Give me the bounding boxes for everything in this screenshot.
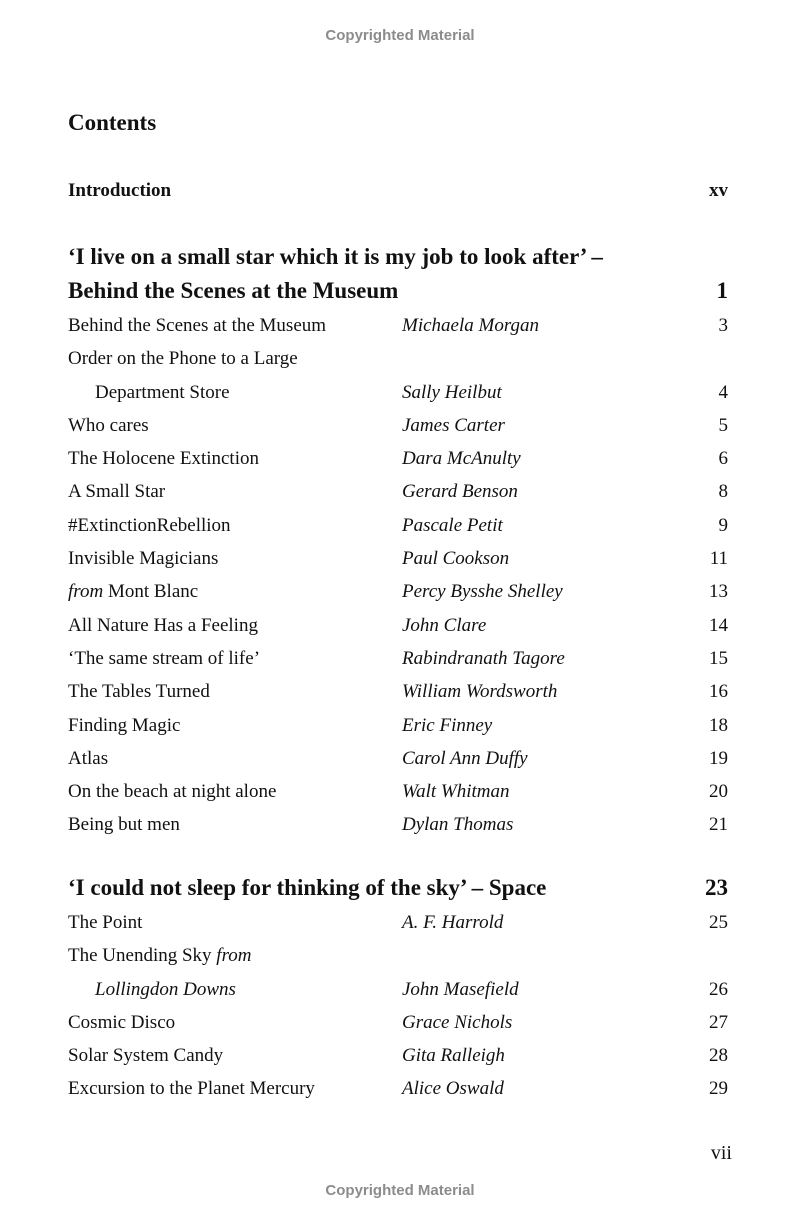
entry-page: xv bbox=[709, 180, 728, 201]
toc-entry[interactable] bbox=[68, 939, 728, 972]
entry-author: Dara McAnulty bbox=[402, 448, 521, 470]
entry-author: John Clare bbox=[402, 614, 487, 636]
entry-author: James Carter bbox=[402, 414, 505, 436]
section-heading-space[interactable] bbox=[68, 871, 728, 905]
entry-title: Behind the Scenes at the Museum bbox=[68, 315, 327, 336]
section-title-line1: ‘I could not sleep for thinking of the sky’ – Space bbox=[68, 875, 547, 900]
toc-entry[interactable] bbox=[68, 642, 728, 675]
entry-author: William Wordsworth bbox=[402, 681, 558, 703]
entry-author: Alice Oswald bbox=[402, 1078, 504, 1100]
entry-title: Being but men bbox=[68, 814, 180, 836]
entry-title: Solar System Candy bbox=[68, 1045, 224, 1067]
contents-heading: Contents bbox=[68, 110, 157, 135]
page-number: vii bbox=[710, 1142, 732, 1164]
entry-title: Finding Magic bbox=[68, 714, 181, 736]
section-page: 23 bbox=[705, 875, 728, 900]
toc-introduction[interactable] bbox=[68, 180, 728, 202]
entry-title: Who cares bbox=[68, 414, 149, 436]
entry-author: Gita Ralleigh bbox=[402, 1045, 505, 1067]
section-entries-space bbox=[68, 906, 728, 1106]
entry-title: All Nature Has a Feeling bbox=[68, 614, 258, 636]
entry-author: Percy Bysshe Shelley bbox=[402, 581, 563, 603]
entry-page: 27 bbox=[709, 1011, 728, 1033]
entry-author: Michaela Morgan bbox=[402, 315, 540, 336]
toc-entry[interactable] bbox=[68, 342, 728, 375]
entry-page: 21 bbox=[709, 814, 728, 836]
entry-title-wrap bbox=[68, 939, 252, 972]
section-title-line2: Behind the Scenes at the Museum bbox=[68, 278, 399, 303]
toc-entry[interactable] bbox=[68, 1039, 728, 1072]
entry-title-prefix: from bbox=[68, 581, 104, 603]
entry-page: 13 bbox=[709, 581, 728, 603]
entry-author: Eric Finney bbox=[402, 714, 493, 736]
toc-entry[interactable] bbox=[68, 1006, 728, 1039]
toc-entry[interactable] bbox=[68, 808, 728, 841]
entry-page: 15 bbox=[709, 647, 728, 669]
toc-entry[interactable] bbox=[68, 609, 728, 642]
entry-title: #ExtinctionRebellion bbox=[68, 514, 231, 536]
entry-author: Sally Heilbut bbox=[402, 381, 502, 403]
entry-author: Dylan Thomas bbox=[402, 814, 514, 836]
entry-title: Cosmic Disco bbox=[68, 1011, 176, 1033]
toc-entry[interactable] bbox=[68, 742, 728, 775]
entry-page: 5 bbox=[718, 414, 728, 436]
entry-title: The Point bbox=[68, 912, 143, 933]
section-title-line1: ‘I live on a small star which it is my job to look after’ – bbox=[68, 244, 603, 269]
entry-title: Atlas bbox=[68, 747, 109, 769]
toc-entry[interactable] bbox=[68, 475, 728, 508]
entry-page: 3 bbox=[718, 315, 728, 336]
entry-title-suffix: from bbox=[216, 945, 252, 967]
entry-page: 4 bbox=[718, 381, 728, 403]
entry-author: Rabindranath Tagore bbox=[402, 647, 565, 669]
entry-author: Paul Cookson bbox=[402, 548, 510, 570]
toc-entry[interactable] bbox=[68, 675, 728, 708]
toc-entry[interactable] bbox=[68, 509, 728, 542]
entry-page: 25 bbox=[709, 912, 728, 933]
entry-page: 20 bbox=[709, 781, 728, 803]
entry-title: Order on the Phone to a Large bbox=[68, 348, 298, 370]
toc-entry[interactable] bbox=[68, 709, 728, 742]
entry-title: The Holocene Extinction bbox=[68, 448, 259, 470]
entry-page: 9 bbox=[718, 514, 728, 536]
entry-title: ‘The same stream of life’ bbox=[68, 647, 261, 669]
entry-title: Introduction bbox=[68, 180, 172, 201]
entry-page: 14 bbox=[709, 614, 728, 636]
entry-title: Department Store bbox=[95, 381, 230, 403]
entry-title: The Tables Turned bbox=[68, 681, 210, 703]
toc-entry[interactable] bbox=[68, 906, 728, 939]
entry-page: 6 bbox=[718, 448, 728, 470]
entry-author: Grace Nichols bbox=[402, 1011, 513, 1033]
entry-page: 8 bbox=[718, 481, 728, 503]
toc-entry[interactable] bbox=[68, 575, 728, 608]
entry-page: 18 bbox=[709, 714, 728, 736]
entry-title-wrap bbox=[68, 575, 198, 608]
toc-entry[interactable] bbox=[68, 1072, 728, 1105]
toc-entry-continuation[interactable] bbox=[68, 973, 728, 1006]
entry-title: The Unending Sky bbox=[68, 945, 212, 967]
entry-title: Invisible Magicians bbox=[68, 548, 219, 570]
section-page: 1 bbox=[716, 278, 728, 303]
entry-page: 29 bbox=[709, 1078, 728, 1100]
section-heading-museum[interactable] bbox=[68, 240, 728, 308]
entry-title: A Small Star bbox=[68, 481, 166, 503]
entry-page: 11 bbox=[709, 548, 728, 570]
watermark-top: Copyrighted Material bbox=[325, 27, 475, 44]
entry-page: 28 bbox=[709, 1045, 728, 1067]
toc-entry[interactable] bbox=[68, 775, 728, 808]
entry-page: 26 bbox=[709, 978, 728, 1000]
entry-title: Excursion to the Planet Mercury bbox=[68, 1078, 315, 1100]
toc-entry[interactable] bbox=[68, 442, 728, 475]
entry-author: John Masefield bbox=[402, 978, 519, 1000]
entry-title: On the beach at night alone bbox=[68, 781, 277, 803]
watermark-bottom: Copyrighted Material bbox=[325, 1182, 475, 1199]
entry-page: 19 bbox=[709, 747, 728, 769]
toc-entry[interactable] bbox=[68, 409, 728, 442]
entry-title: Mont Blanc bbox=[107, 581, 199, 603]
entry-author: Carol Ann Duffy bbox=[402, 747, 528, 769]
toc-entry[interactable] bbox=[68, 542, 728, 575]
toc-entry[interactable] bbox=[68, 309, 728, 342]
entry-page: 16 bbox=[709, 681, 728, 703]
toc-entry-continuation[interactable] bbox=[68, 376, 728, 409]
entry-author: A. F. Harrold bbox=[402, 912, 504, 933]
entry-author: Pascale Petit bbox=[402, 514, 503, 536]
entry-title: Lollingdon Downs bbox=[95, 978, 236, 1000]
entry-author: Gerard Benson bbox=[402, 481, 518, 503]
section-entries-museum bbox=[68, 309, 728, 842]
entry-author: Walt Whitman bbox=[402, 781, 510, 803]
